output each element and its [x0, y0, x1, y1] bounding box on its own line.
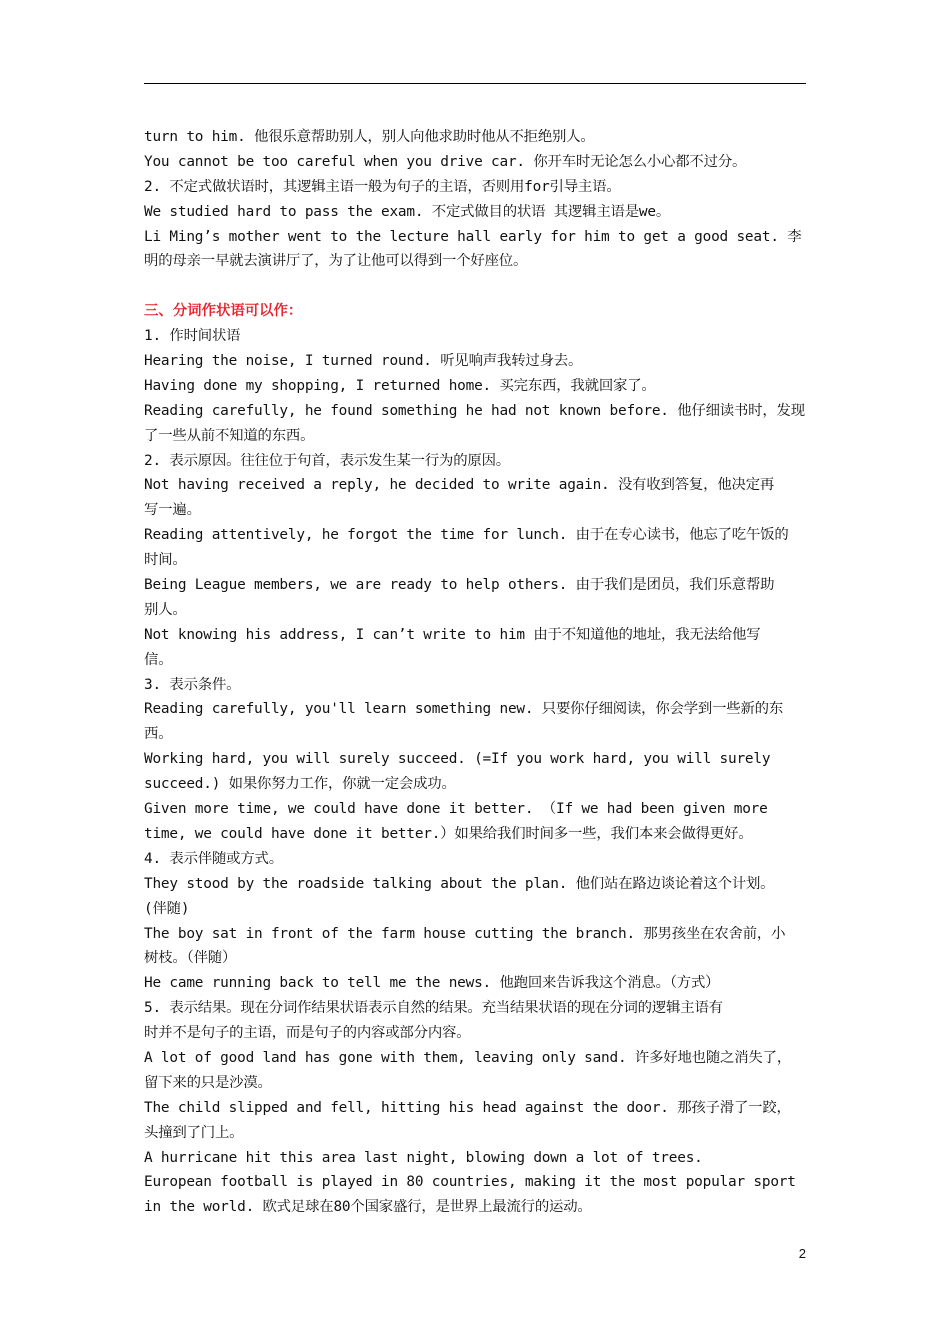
text-line: A hurricane hit this area last night, blowing down a lot of trees.	[144, 1149, 703, 1166]
text-line: 时间。	[144, 552, 187, 569]
text-line: Li Ming’s mother went to the lecture hall early for him to get a good seat. 李	[144, 228, 802, 245]
text-line: 信。	[144, 651, 173, 668]
text-line: European football is played in 80 countries, making it the most popular sport	[144, 1174, 796, 1191]
text-line: Reading carefully, you'll learn something new. 只要你仔细阅读，你会学到一些新的东	[144, 701, 784, 718]
text-line: The boy sat in front of the farm house cutting the branch. 那男孩坐在农舍前，小	[144, 925, 786, 942]
text-line: Reading carefully, he found something he had not known before. 他仔细读书时，发现	[144, 402, 805, 419]
text-line: 2. 表示原因。往往位于句首，表示发生某一行为的原因。	[144, 452, 510, 469]
text-line: Reading attentively, he forgot the time for lunch. 由于在专心读书，他忘了吃午饭的	[144, 527, 789, 544]
text-line: We studied hard to pass the exam. 不定式做目的状语 其逻辑主语是we。	[144, 203, 671, 220]
text-line: 留下来的只是沙漠。	[144, 1074, 272, 1091]
text-line: You cannot be too careful when you drive car. 你开车时无论怎么小心都不过分。	[144, 153, 747, 170]
page-number: 2	[798, 1246, 806, 1261]
text-line: 头撞到了门上。	[144, 1124, 244, 1141]
text-line: turn to him. 他很乐意帮助别人，别人向他求助时他从不拒绝别人。	[144, 129, 595, 145]
text-line: Having done my shopping, I returned home. 买完东西，我就回家了。	[144, 377, 656, 394]
text-line: Being League members, we are ready to help others. 由于我们是团员，我们乐意帮助	[144, 577, 775, 594]
text-line: A lot of good land has gone with them, leaving only sand. 许多好地也随之消失了，	[144, 1049, 792, 1066]
text-line: Not having received a reply, he decided to write again. 没有收到答复，他决定再	[144, 477, 775, 494]
text-line: 写一遍。	[144, 502, 201, 519]
text-line: They stood by the roadside talking about the plan. 他们站在路边谈论着这个计划。	[144, 875, 775, 892]
section-heading: 三、分词作状语可以作：	[144, 303, 303, 320]
text-line: 时并不是句子的主语，而是句子的内容或部分内容。	[144, 1025, 471, 1042]
text-line: Working hard, you will surely succeed. (=If you work hard, you will surely	[144, 751, 771, 768]
text-line: 了一些从前不知道的东西。	[144, 427, 315, 444]
text-line: 2. 不定式做状语时，其逻辑主语一般为句子的主语，否则用for引导主语。	[144, 178, 621, 195]
text-line: time, we could have done it better.）如果给我们时间多一些，我们本来会做得更好。	[144, 825, 753, 842]
text-line: 明的母亲一早就去演讲厅了，为了让他可以得到一个好座位。	[144, 253, 528, 270]
text-line: Hearing the noise, I turned round. 听见响声我转过身去。	[144, 353, 583, 370]
text-line: 4. 表示伴随或方式。	[144, 850, 283, 867]
text-line: 树枝。（伴随）	[144, 950, 237, 967]
text-line: in the world. 欧式足球在80个国家盛行，是世界上最流行的运动。	[144, 1199, 592, 1216]
header-rule	[144, 83, 806, 84]
text-line: 西。	[144, 726, 173, 743]
text-line: The child slipped and fell, hitting his head against the door. 那孩子滑了一跤，	[144, 1099, 791, 1116]
text-line: 3. 表示条件。	[144, 676, 241, 693]
text-line: 1. 作时间状语	[144, 328, 241, 345]
text-line: Given more time, we could have done it better. （If we had been given more	[144, 801, 768, 818]
text-line: (伴随)	[144, 900, 190, 917]
text-line: 别人。	[144, 601, 187, 618]
text-line: Not knowing his address, I can’t write to him 由于不知道他的地址，我无法给他写	[144, 626, 761, 643]
document-body	[144, 125, 806, 1220]
text-line: succeed.) 如果你努力工作，你就一定会成功。	[144, 776, 456, 793]
text-line: He came running back to tell me the news. 他跑回来告诉我这个消息。（方式）	[144, 975, 720, 992]
text-line: 5. 表示结果。现在分词作结果状语表示自然的结果。充当结果状语的现在分词的逻辑主语有	[144, 1000, 723, 1017]
paragraph-gap	[144, 274, 806, 299]
